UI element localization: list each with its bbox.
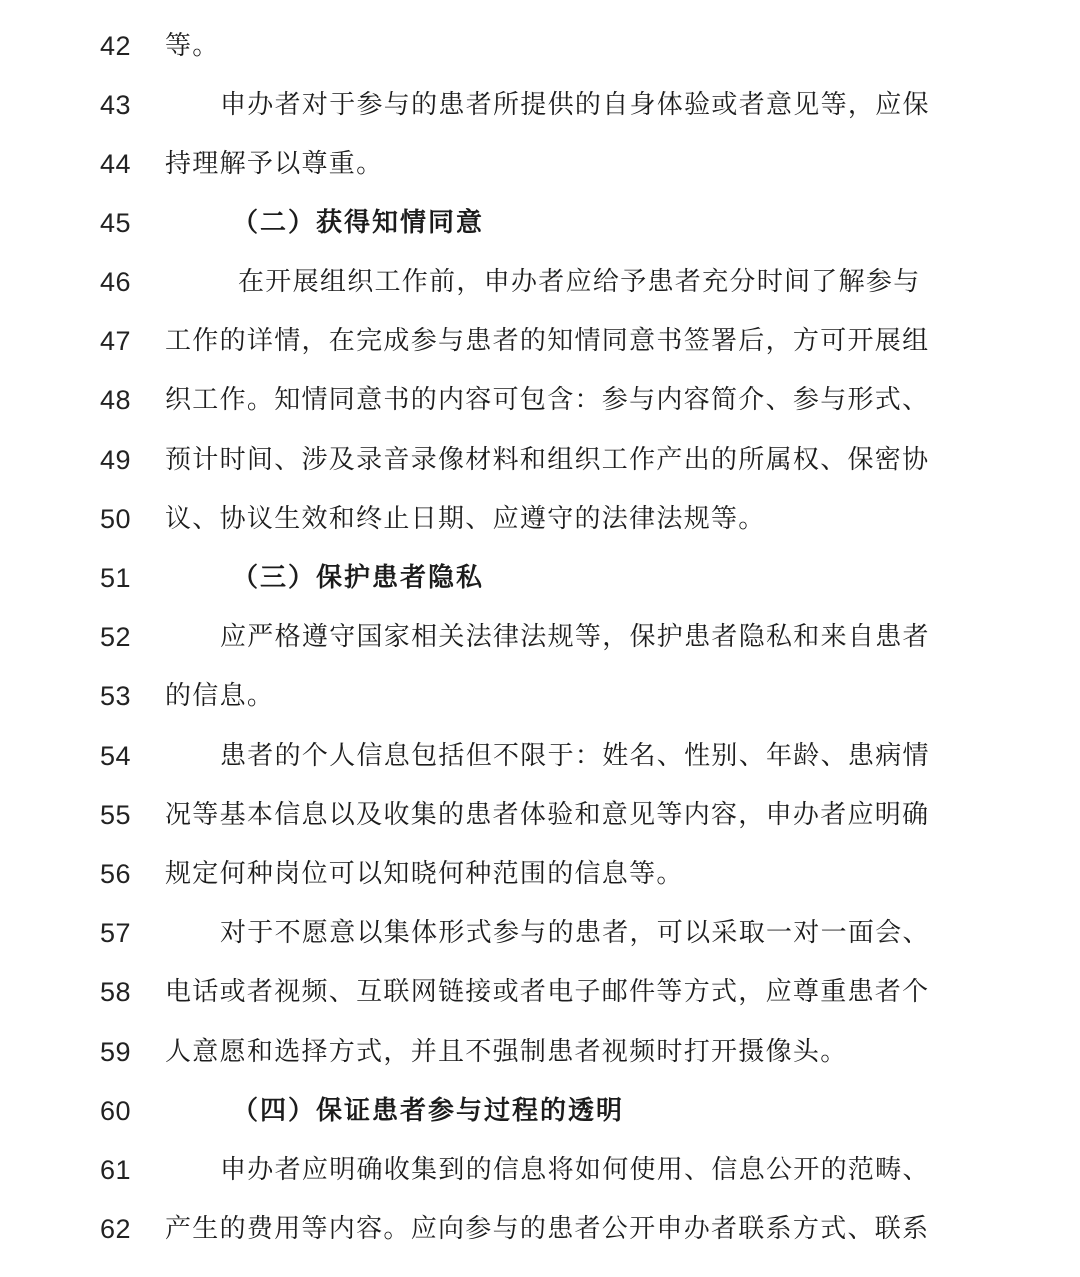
line-number: 52 [100, 622, 132, 652]
document-line [0, 549, 1080, 608]
line-number: 58 [100, 977, 132, 1007]
line-text: 对于不愿意以集体形式参与的患者，可以采取一对一面会、 [220, 918, 930, 948]
line-number: 43 [100, 90, 132, 120]
document-line [0, 135, 1080, 194]
line-number: 51 [100, 563, 132, 593]
line-text: 电话或者视频、互联网链接或者电子邮件等方式，应尊重患者个 [165, 977, 930, 1007]
line-number: 62 [100, 1214, 132, 1244]
line-number: 56 [100, 859, 132, 889]
document-line [0, 431, 1080, 490]
line-text: 申办者应明确收集到的信息将如何使用、信息公开的范畴、 [220, 1155, 930, 1185]
line-text: 人意愿和选择方式，并且不强制患者视频时打开摄像头。 [165, 1037, 848, 1067]
line-number: 61 [100, 1155, 132, 1185]
document-line [0, 963, 1080, 1022]
line-text: 患者的个人信息包括但不限于：姓名、性别、年龄、患病情 [220, 741, 930, 771]
line-number: 57 [100, 918, 132, 948]
document-line [0, 667, 1080, 726]
line-number: 49 [100, 445, 132, 475]
line-number: 44 [100, 149, 132, 179]
section-heading: （四）保证患者参与过程的透明 [232, 1096, 625, 1126]
line-text: 等。 [165, 31, 220, 61]
document-line [0, 608, 1080, 667]
section-heading: （三）保护患者隐私 [232, 563, 485, 593]
line-text: 申办者对于参与的患者所提供的自身体验或者意见等，应保 [220, 90, 930, 120]
line-number: 46 [100, 267, 132, 297]
line-text: 产生的费用等内容。应向参与的患者公开申办者联系方式、联系 [165, 1214, 930, 1244]
line-text: 规定何种岗位可以知晓何种范围的信息等。 [165, 859, 684, 889]
line-number: 42 [100, 31, 132, 61]
document-line [0, 194, 1080, 253]
line-number: 47 [100, 326, 132, 356]
line-number: 59 [100, 1037, 132, 1067]
document-line [0, 1200, 1080, 1259]
line-number: 48 [100, 385, 132, 415]
line-text: 的信息。 [165, 681, 275, 711]
line-text: 持理解予以尊重。 [165, 149, 384, 179]
document-line [0, 1082, 1080, 1141]
document-line [0, 727, 1080, 786]
line-text: 应严格遵守国家相关法律法规等，保护患者隐私和来自患者 [220, 622, 930, 652]
line-number: 55 [100, 800, 132, 830]
document-line [0, 490, 1080, 549]
line-number: 53 [100, 681, 132, 711]
line-text: 工作的详情，在完成参与患者的知情同意书签署后，方可开展组 [165, 326, 930, 356]
line-text: 预计时间、涉及录音录像材料和组织工作产出的所属权、保密协 [165, 445, 930, 475]
line-number: 60 [100, 1096, 132, 1126]
line-text: 议、协议生效和终止日期、应遵守的法律法规等。 [165, 504, 766, 534]
document-line [0, 786, 1080, 845]
line-number: 45 [100, 208, 132, 238]
line-text: 在开展组织工作前，申办者应给予患者充分时间了解参与 [238, 267, 921, 297]
document-line [0, 904, 1080, 963]
line-number: 54 [100, 741, 132, 771]
document-line [0, 1023, 1080, 1082]
line-text: 况等基本信息以及收集的患者体验和意见等内容，申办者应明确 [165, 800, 930, 830]
document-line [0, 17, 1080, 76]
document-line [0, 371, 1080, 430]
document-line [0, 1141, 1080, 1200]
document-line [0, 312, 1080, 371]
document-line [0, 845, 1080, 904]
line-text: 织工作。知情同意书的内容可包含：参与内容简介、参与形式、 [165, 385, 930, 415]
line-number: 50 [100, 504, 132, 534]
document-line [0, 253, 1080, 312]
document-line [0, 76, 1080, 135]
section-heading: （二）获得知情同意 [232, 208, 485, 238]
